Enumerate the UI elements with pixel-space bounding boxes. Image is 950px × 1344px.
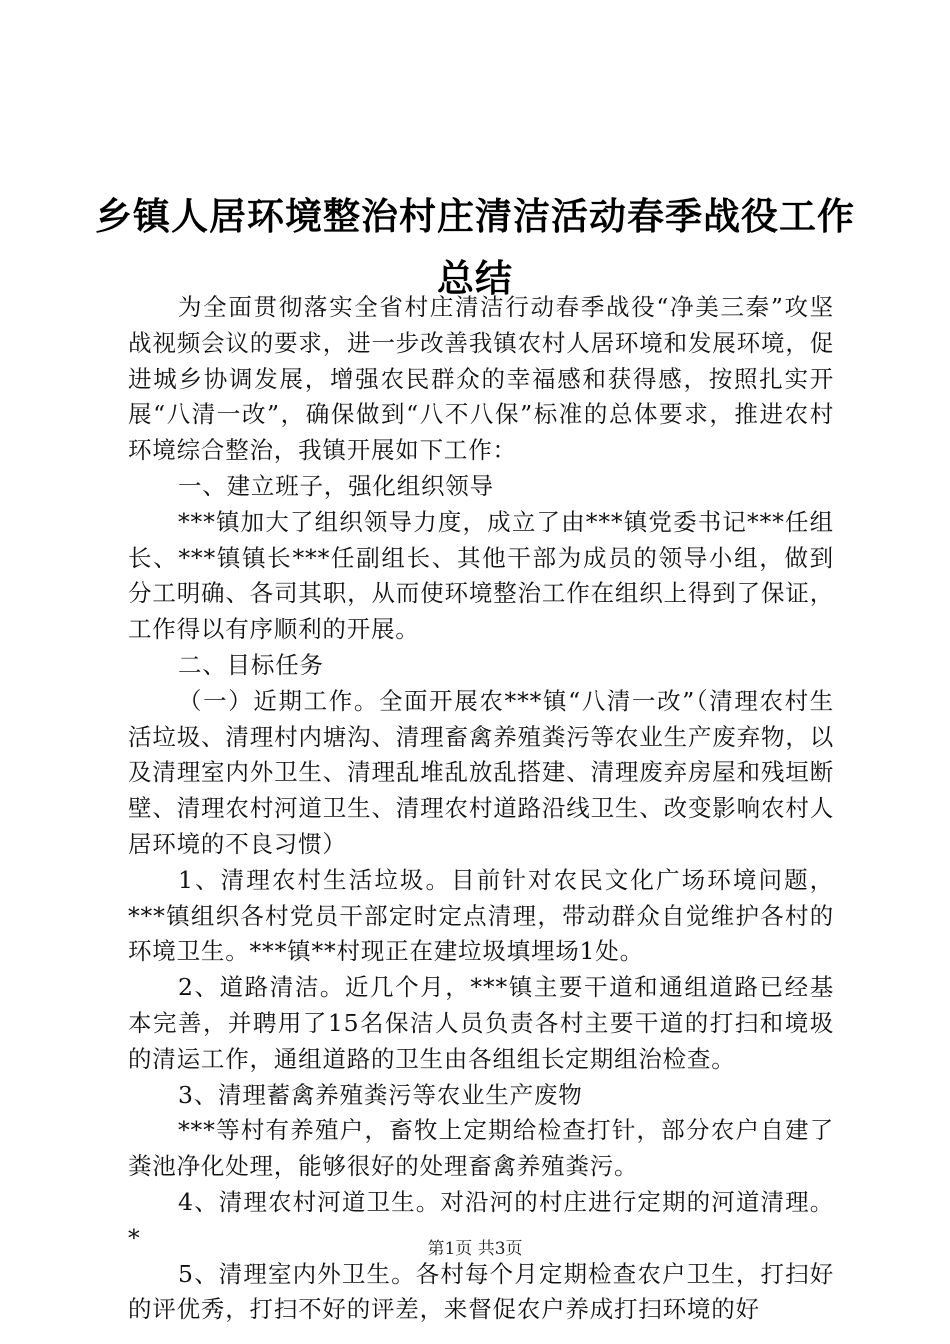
section-heading-2: 二、目标任务 bbox=[178, 650, 324, 679]
paragraph-item-2: 2、道路清洁。近几个月，***镇主要干道和通组道路已经基本完善，并聘用了15名保洁人员负责各村主要干道的打扫和境圾的清运工作，通组道路的卫生由各组组长定期组治检查。 bbox=[128, 973, 834, 1073]
document-title-line-2: 总结 bbox=[437, 256, 513, 300]
paragraph-item-3-body: ***等村有养殖户，畜牧上定期给检查打针，部分农户自建了粪池净化处理，能够很好的处理畜禽养殖粪污。 bbox=[128, 1116, 834, 1181]
document-body bbox=[128, 290, 834, 1328]
page-footer: 第1页 共3页 bbox=[427, 1239, 523, 1259]
document-title-line-1: 乡镇人居环境整治村庄清洁活动春季战役工作 bbox=[95, 194, 855, 238]
paragraph-item-3-heading: 3、清理蓄禽养殖粪污等农业生产废物 bbox=[178, 1080, 583, 1109]
intro-paragraph: 为全面贯彻落实全省村庄清洁行动春季战役“净美三秦”攻坚战视频会议的要求，进一步改善我镇农村人居环境和发展环境，促进城乡协调发展，增强农民群众的幸福感和获得感，按照扎实开展“八清一改”，确保做到“八不八保”标准的总体要求，推进农村环境综合整治，我镇开展如下工作： bbox=[128, 293, 834, 465]
paragraph-item-5: 5、清理室内外卫生。各村每个月定期检查农户卫生，打扫好的评优秀，打扫不好的评差，来督促农户养成打扫环境的好 bbox=[128, 1259, 834, 1324]
paragraph-item-4: 4、清理农村河道卫生。对沿河的村庄进行定期的河道清理。* bbox=[128, 1187, 834, 1252]
paragraph-leadership: ***镇加大了组织领导力度，成立了由***镇党委书记***任组长、***镇镇长***任副组长、其他干部为成员的领导小组，做到分工明确、各司其职，从而使环境整治工作在组织上得到了保证，工作得以有序顺利的开展。 bbox=[128, 507, 834, 644]
paragraph-item-1: 1、清理农村生活垃圾。目前针对农民文化广场环境问题，***镇组织各村党员干部定时定点清理，带动群众自觉维护各村的环境卫生。***镇**村现正在建垃圾填埋场1处。 bbox=[128, 865, 834, 966]
paragraph-near-term-work: （一）近期工作。全面开展农***镇“八清一改”（清理农村生活垃圾、清理村内塘沟、清理畜禽养殖粪污等农业生产废弃物，以及清理室内外卫生、清理乱堆乱放乱搭建、清理废弃房屋和残垣断壁、清理农村河道卫生、清理农村道路沿线卫生、改变影响农村人居环境的不良习惯） bbox=[128, 686, 834, 858]
section-heading-1: 一、建立班子，强化组织领导 bbox=[178, 471, 494, 500]
